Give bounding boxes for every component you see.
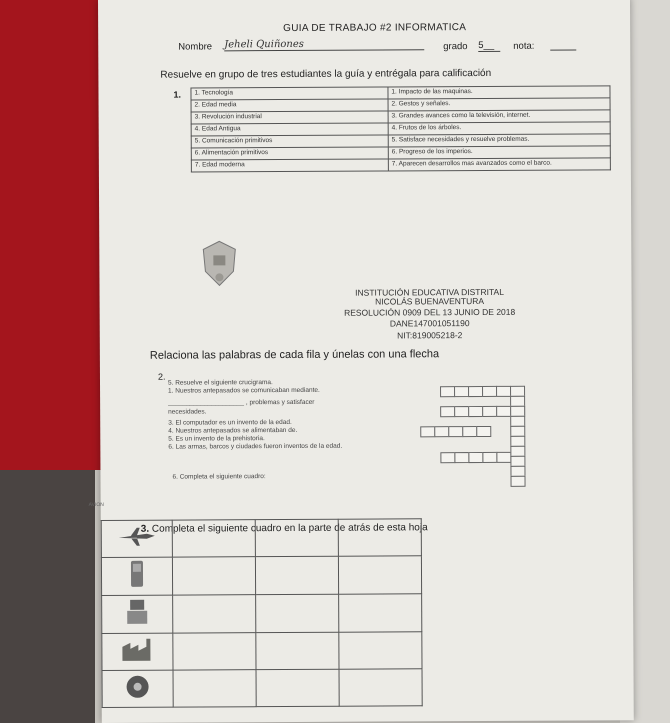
- matching-right-cell: 6. Progreso de los imperios.: [388, 146, 610, 159]
- crossword-line: 6. Las armas, barcos y ciudades fueron inventos de la edad.: [168, 442, 343, 451]
- crossword-cell[interactable]: [440, 406, 455, 417]
- factory-icon: [120, 636, 154, 662]
- crossword-cell[interactable]: [482, 452, 497, 463]
- robot-icon: [122, 597, 152, 627]
- matching-left-cell: 6. Alimentación primitivos: [191, 147, 388, 160]
- crossword-line: 5. Resuelve el siguiente crucigrama.: [167, 379, 273, 387]
- matching-table: [190, 85, 610, 172]
- matching-left-cell: 7. Edad moderna: [191, 159, 388, 172]
- section3-text: Completa el siguiente cuadro en la parte de atrás de esta hoja: [151, 522, 428, 535]
- wheel-icon: [125, 673, 151, 699]
- institution-name: INSTITUCIÓN EDUCATIVA DISTRITAL: [355, 286, 504, 298]
- nombre-label: Nombre: [178, 41, 213, 53]
- grado-label: grado: [443, 41, 468, 53]
- section3-number: 3.: [140, 523, 150, 535]
- matching-left-cell: 2. Edad media: [191, 99, 388, 112]
- crossword-line: 1. Nuestros antepasados se comunicaban mediante.: [168, 386, 320, 395]
- crossword-line: 6. Completa el siguiente cuadro:: [172, 473, 266, 481]
- crossword-cell[interactable]: [434, 426, 449, 437]
- crossword-cell[interactable]: [462, 426, 477, 437]
- crossword-line: 5. Es un invento de la prehistoria.: [168, 435, 265, 443]
- complete-table: [101, 518, 423, 708]
- crossword-line: necesidades.: [168, 408, 207, 416]
- grado-value: 5__: [478, 40, 500, 52]
- institution-dane: DANE147001051190: [389, 318, 470, 329]
- matching-right-cell: 7. Aparecen desarrollos mas avanzados como el barco.: [388, 158, 610, 171]
- crossword-cell[interactable]: [454, 386, 469, 397]
- crossword-cell[interactable]: [468, 452, 483, 463]
- matching-left-cell: 1. Tecnología: [191, 87, 388, 100]
- institution-subname: NICOLÁS BUENAVENTURA: [375, 295, 485, 307]
- crossword-line: 4. Nuestros antepasados se alimentaban de.: [168, 426, 298, 435]
- background-dark-surface: [0, 470, 95, 723]
- matching-right-cell: 4. Frutos de los árboles.: [388, 122, 610, 135]
- crossword-line: _____________________ , problemas y satisfacer: [168, 398, 315, 407]
- institution-nit: NIT:819005218-2: [397, 330, 463, 341]
- institution-resolution: RESOLUCIÓN 0909 DEL 13 JUNIO DE 2018: [344, 306, 516, 318]
- worksheet-page: [88, 0, 634, 723]
- crossword-cell[interactable]: [454, 452, 469, 463]
- section1-number: 1.: [173, 89, 182, 100]
- section2-number: 2.: [157, 371, 166, 382]
- corner-tag: AVION: [88, 501, 104, 509]
- nota-label: nota:: [513, 40, 535, 52]
- school-crest-icon: [199, 239, 239, 289]
- phone-icon: [127, 559, 147, 589]
- crossword-cell[interactable]: [440, 452, 455, 463]
- nombre-value: Jeheli Quiñones: [224, 38, 424, 51]
- group-instruction: Resuelve en grupo de tres estudiantes la guía y entrégala para calificación: [160, 67, 492, 81]
- crossword-cell[interactable]: [454, 406, 469, 417]
- crossword-cell[interactable]: [468, 386, 483, 397]
- worksheet-title: GUIA DE TRABAJO #2 INFORMATICA: [283, 22, 467, 35]
- crossword-cell[interactable]: [476, 426, 491, 437]
- matching-right-cell: 2. Gestos y señales.: [388, 98, 610, 111]
- matching-right-cell: 5. Satisface necesidades y resuelve problemas.: [388, 134, 610, 147]
- crossword-cell[interactable]: [448, 426, 463, 437]
- matching-left-cell: 4. Edad Antigua: [191, 123, 388, 136]
- crossword-cell[interactable]: [496, 452, 511, 463]
- crossword-cell[interactable]: [510, 476, 525, 487]
- matching-left-cell: 3. Revolución industrial: [191, 111, 388, 124]
- crossword-line: 3. El computador es un invento de la edad.: [168, 418, 292, 427]
- crossword-cell[interactable]: [482, 406, 497, 417]
- crossword-cell[interactable]: [468, 406, 483, 417]
- matching-row: [191, 158, 610, 172]
- crossword-cell[interactable]: [420, 426, 435, 437]
- crossword-cell[interactable]: [496, 386, 511, 397]
- matching-left-cell: 5. Comunicación primitivos: [191, 135, 388, 148]
- matching-right-cell: 1. Impacto de las maquinas.: [388, 86, 610, 99]
- crossword-cell[interactable]: [496, 406, 511, 417]
- airplane-icon: [117, 525, 157, 547]
- relaciona-instruction: Relaciona las palabras de cada fila y únelas con una flecha: [149, 348, 440, 362]
- crossword-cell[interactable]: [440, 386, 455, 397]
- matching-right-cell: 3. Grandes avances como la televisión, internet.: [388, 110, 610, 123]
- crossword-cell[interactable]: [482, 386, 497, 397]
- nota-blank: [550, 49, 576, 50]
